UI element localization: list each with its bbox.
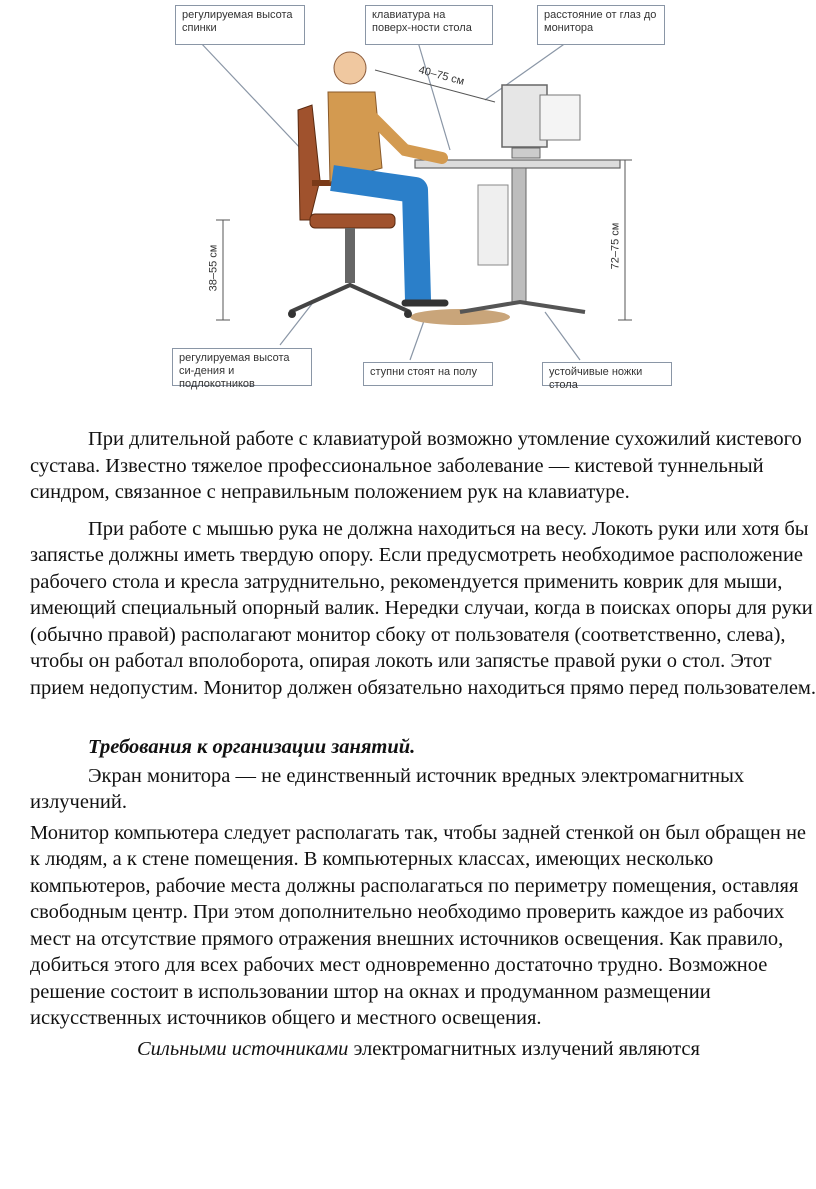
label-eye-distance: расстояние от глаз до монитора xyxy=(537,5,665,45)
paragraph-3: Экран монитора — не единственный источник вредных электромагнитных излучений. xyxy=(30,764,745,813)
section-heading: Требования к организации занятий. xyxy=(88,736,416,758)
label-keyboard: клавиатура на поверх-ности стола xyxy=(365,5,493,45)
paragraph-4: Монитор компьютера следует располагать так, чтобы задней стенкой он был обращен не к людям, а к стене помещения. В компьютерных классах, имеющих несколько компьютеров, рабочие места должны располагаться по периметру помещения, оставляя свободным центр. При этом дополнительно необходимо проверить каждое из рабочих мест на отсутствие прямого отражения внешних источников освещения. Как правило, добиться этого для всех рабочих мест одновременно достаточно трудно. Возможное решение состоит в использовании штор на окнах и продуманном размещении искусственных источников общего и местного освещения. xyxy=(30,821,807,1029)
italic-phrase: Сильными источниками xyxy=(137,1037,349,1060)
paragraph-2: При работе с мышью рука не должна находиться на весу. Локоть руки или хотя бы запястье должны иметь твердую опору. Если предусмотреть необходимое расположение рабочего стола и кресла затруднительно, рекомендуется применить коврик для мыши, имеющий специальный опорный валик. Нередки случаи, когда в поисках опоры для руки (обычно правой) располагают монитор сбоку от пользователя (соответственно, слева), чтобы он работал вполоборота, опирая локоть или запястье правой руки о стол. Этот прием недопустим. Монитор должен обязательно находиться прямо перед пользователем. xyxy=(30,517,816,699)
label-table-legs: устойчивые ножки стола xyxy=(542,362,672,386)
label-backrest: регулируемая высота спинки xyxy=(175,5,305,45)
paragraph-5 xyxy=(30,1036,816,1063)
label-seat-height: регулируемая высота си-дения и подлокотников xyxy=(172,348,312,386)
dim-table-height: 72–75 см xyxy=(609,222,622,270)
dim-seat-height: 38–55 см xyxy=(207,244,220,292)
paragraph-1: При длительной работе с клавиатурой возможно утомление сухожилий кистевого сустава. Известно тяжелое профессиональное заболевание — кистевой туннельный синдром, связанное с неправильным положением рук на клавиатуре. xyxy=(30,428,802,503)
paragraph-5-rest: электромагнитных излучений являются xyxy=(348,1037,700,1060)
workstation-illustration xyxy=(160,0,680,395)
ergonomics-figure xyxy=(160,0,680,395)
body-text xyxy=(30,426,816,1062)
label-feet: ступни стоят на полу xyxy=(363,362,493,386)
dim-eye-distance: 40–75 см xyxy=(417,64,466,88)
